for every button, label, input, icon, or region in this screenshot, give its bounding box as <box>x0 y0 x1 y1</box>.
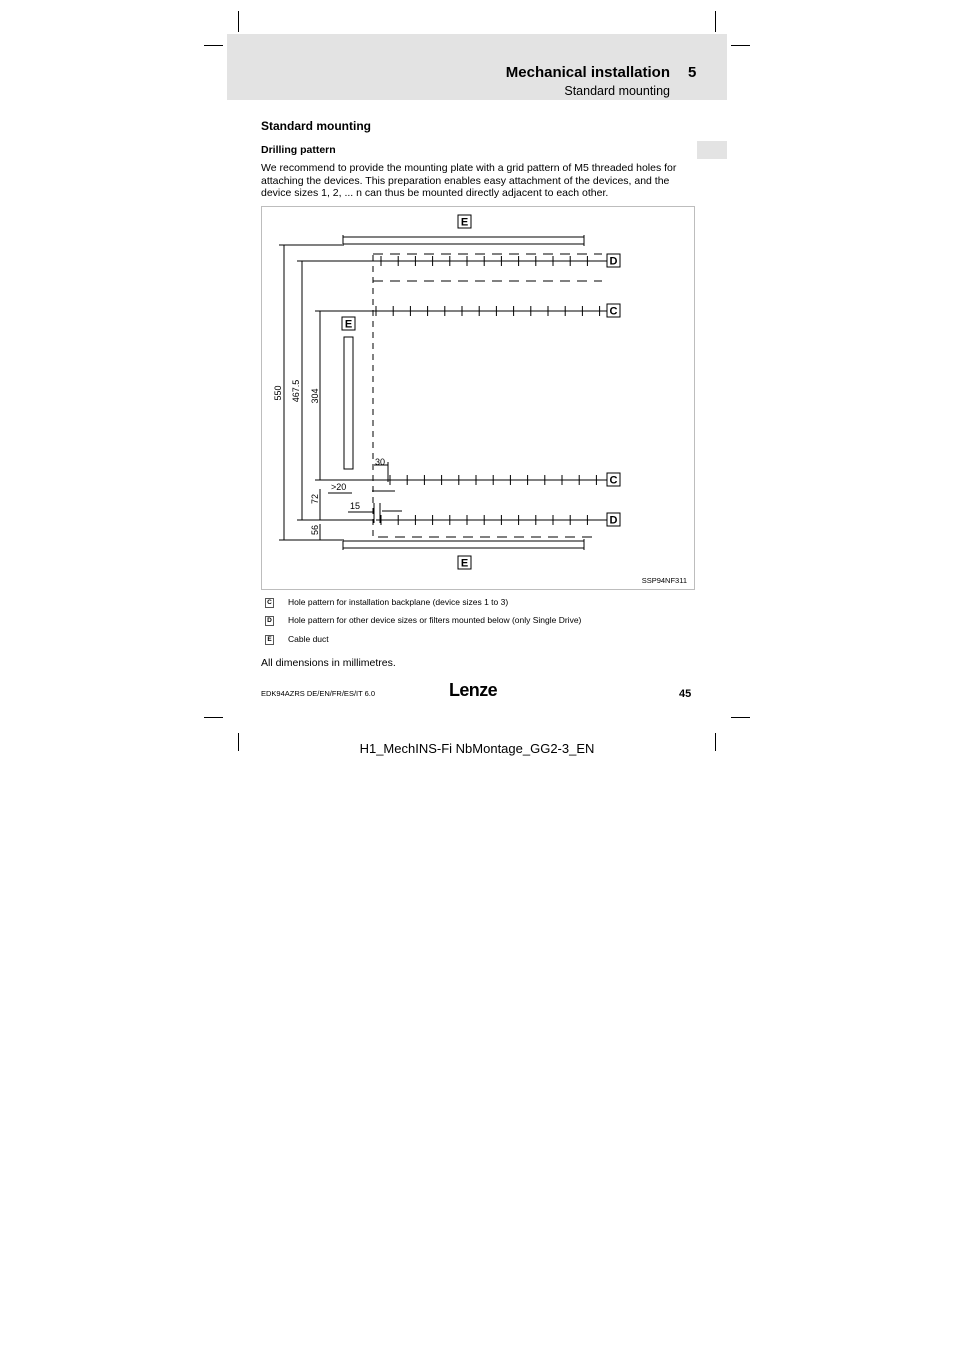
crop-mark <box>204 717 223 718</box>
label-e-bottom: E <box>460 557 469 570</box>
crop-mark <box>715 11 716 32</box>
label-c-top: C <box>609 305 618 318</box>
figure-id: SSP94NF311 <box>641 576 687 585</box>
dim-text-30: 30 <box>375 457 386 467</box>
crop-mark <box>731 717 750 718</box>
chapter-title: Mechanical installation <box>505 64 670 81</box>
legend-key-e: E <box>265 635 274 645</box>
document-code: EDK94AZRS DE/EN/FR/ES/IT 6.0 <box>261 689 376 698</box>
crop-mark <box>731 45 750 46</box>
drilling-pattern-diagram <box>262 207 694 589</box>
legend-key-d: D <box>265 616 274 626</box>
legend-text-d: Hole pattern for other device sizes or filters mounted below (only Single Drive) <box>288 615 582 625</box>
file-caption: H1_MechINS-Fi NbMontage_GG2-3_EN <box>359 741 595 756</box>
drilling-pattern-figure <box>261 206 695 590</box>
label-d-top: D <box>609 255 618 268</box>
dim-text-550: 550 <box>273 385 283 401</box>
dim-text-467: 467.5 <box>291 379 301 403</box>
chapter-number: 5 <box>688 64 697 81</box>
section-heading: Standard mounting <box>261 119 371 133</box>
legend-text-e: Cable duct <box>288 634 329 644</box>
crop-mark <box>204 45 223 46</box>
intro-paragraph: We recommend to provide the mounting plate with a grid pattern of M5 threaded holes for attaching the devices. This preparation enables easy attachment of the devices, and the device sizes 1, 2, ... n can thus be mounted directly adjacent to each other. <box>261 162 677 200</box>
label-e-top: E <box>460 216 469 229</box>
dim-text-15: 15 <box>350 501 361 511</box>
chapter-side-tab <box>697 141 727 159</box>
legend-text-c: Hole pattern for installation backplane (device sizes 1 to 3) <box>288 597 509 607</box>
vertical-duct <box>344 337 353 469</box>
label-e-side: E <box>344 318 353 331</box>
dim-text-304: 304 <box>310 388 320 404</box>
dim-text-20: >20 <box>331 482 347 492</box>
dim-text-56: 56 <box>310 524 320 536</box>
page-number: 45 <box>679 688 692 700</box>
label-c-bottom: C <box>609 474 618 487</box>
dimensions-note: All dimensions in millimetres. <box>261 657 396 669</box>
crop-mark <box>238 11 239 32</box>
lenze-logo: Lenze <box>449 680 498 700</box>
subheading: Drilling pattern <box>261 144 336 156</box>
dim-text-72: 72 <box>310 493 320 505</box>
legend-key-c: C <box>265 598 274 608</box>
label-d-bottom: D <box>609 514 618 527</box>
section-subtitle: Standard mounting <box>564 84 670 98</box>
